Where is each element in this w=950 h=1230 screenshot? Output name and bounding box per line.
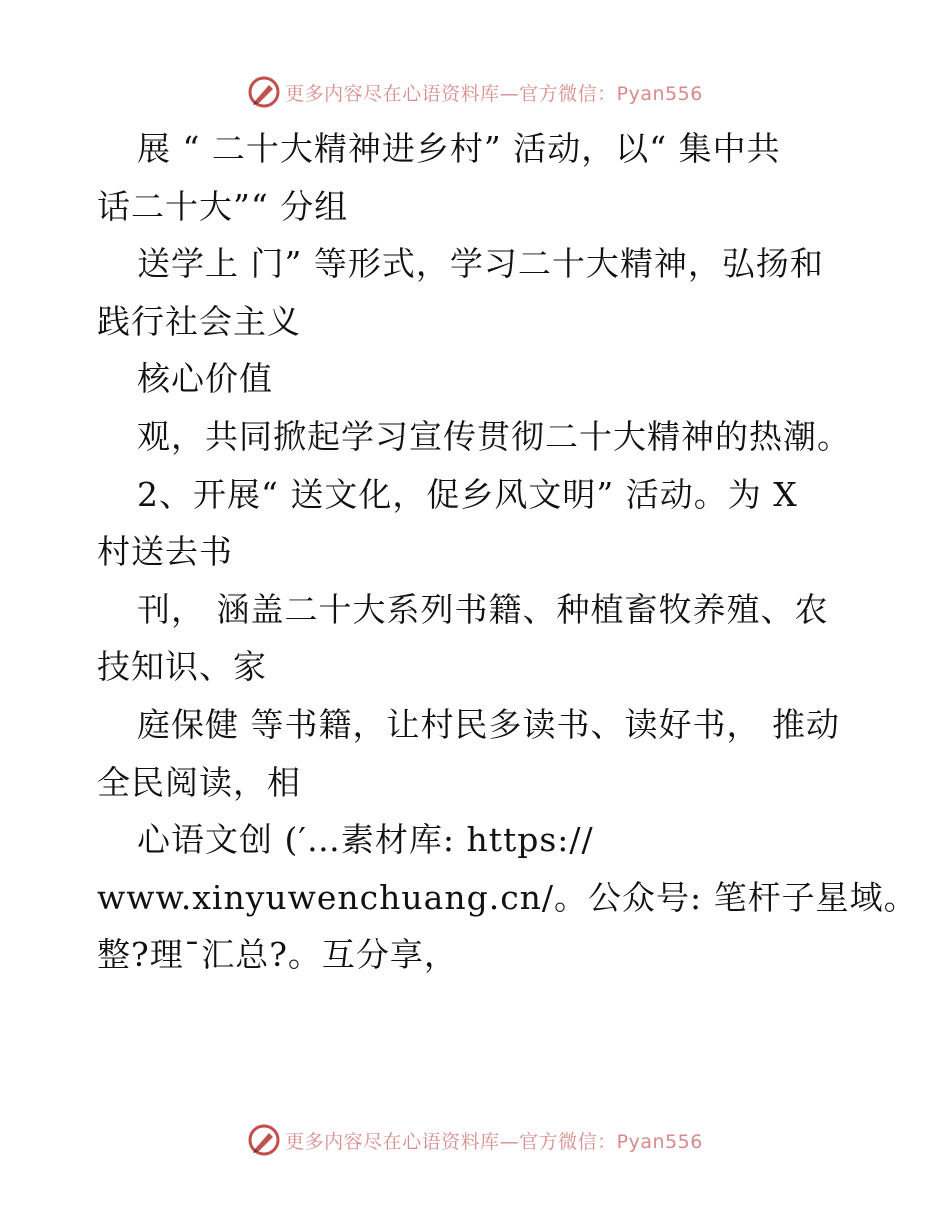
text-line: 践行社会主义 [97, 301, 301, 341]
text-line: 2、开展“ 送文化，促乡风文明” 活动。为 X [137, 474, 798, 514]
text-line: 话二十大”“ 分组 [97, 186, 349, 226]
text-line: 整?理¯汇总?。互分享， [97, 935, 458, 975]
text-line: 观，共同掀起学习宣传贯彻二十大精神的热潮。 [137, 416, 851, 456]
header-banner [0, 72, 950, 112]
text-line: 技知识、家 [97, 647, 267, 687]
text-line: 庭保健 等书籍，让村民多读书、读好书， 推动 [137, 704, 840, 744]
document-body [97, 120, 918, 984]
header-banner-text: 更多内容尽在心语资料库—官方微信：Pyan556 [285, 82, 703, 105]
text-line: 村送去书 [97, 532, 233, 572]
text-line: 展 “ 二十大精神进乡村” 活动，以“ 集中共 [137, 129, 781, 168]
text-line: 核心价值 [137, 359, 273, 399]
text-line: 全民阅读，相 [97, 762, 301, 802]
pen-logo-icon [247, 75, 281, 109]
text-line: 心语文创 (′…素材库: https:// [137, 820, 594, 860]
footer-banner-text: 更多内容尽在心语资料库—官方微信：Pyan556 [285, 1130, 703, 1153]
pen-logo-icon [247, 1123, 281, 1157]
text-line: 送学上 门” 等形式，学习二十大精神，弘扬和 [137, 244, 824, 284]
footer-banner [0, 1120, 950, 1160]
text-line: www.xinyuwenchuang.cn/。公众号: 笔杆子星域。 [97, 877, 918, 917]
text-line: 刊， 涵盖二十大系列书籍、种植畜牧养殖、农 [137, 589, 829, 629]
